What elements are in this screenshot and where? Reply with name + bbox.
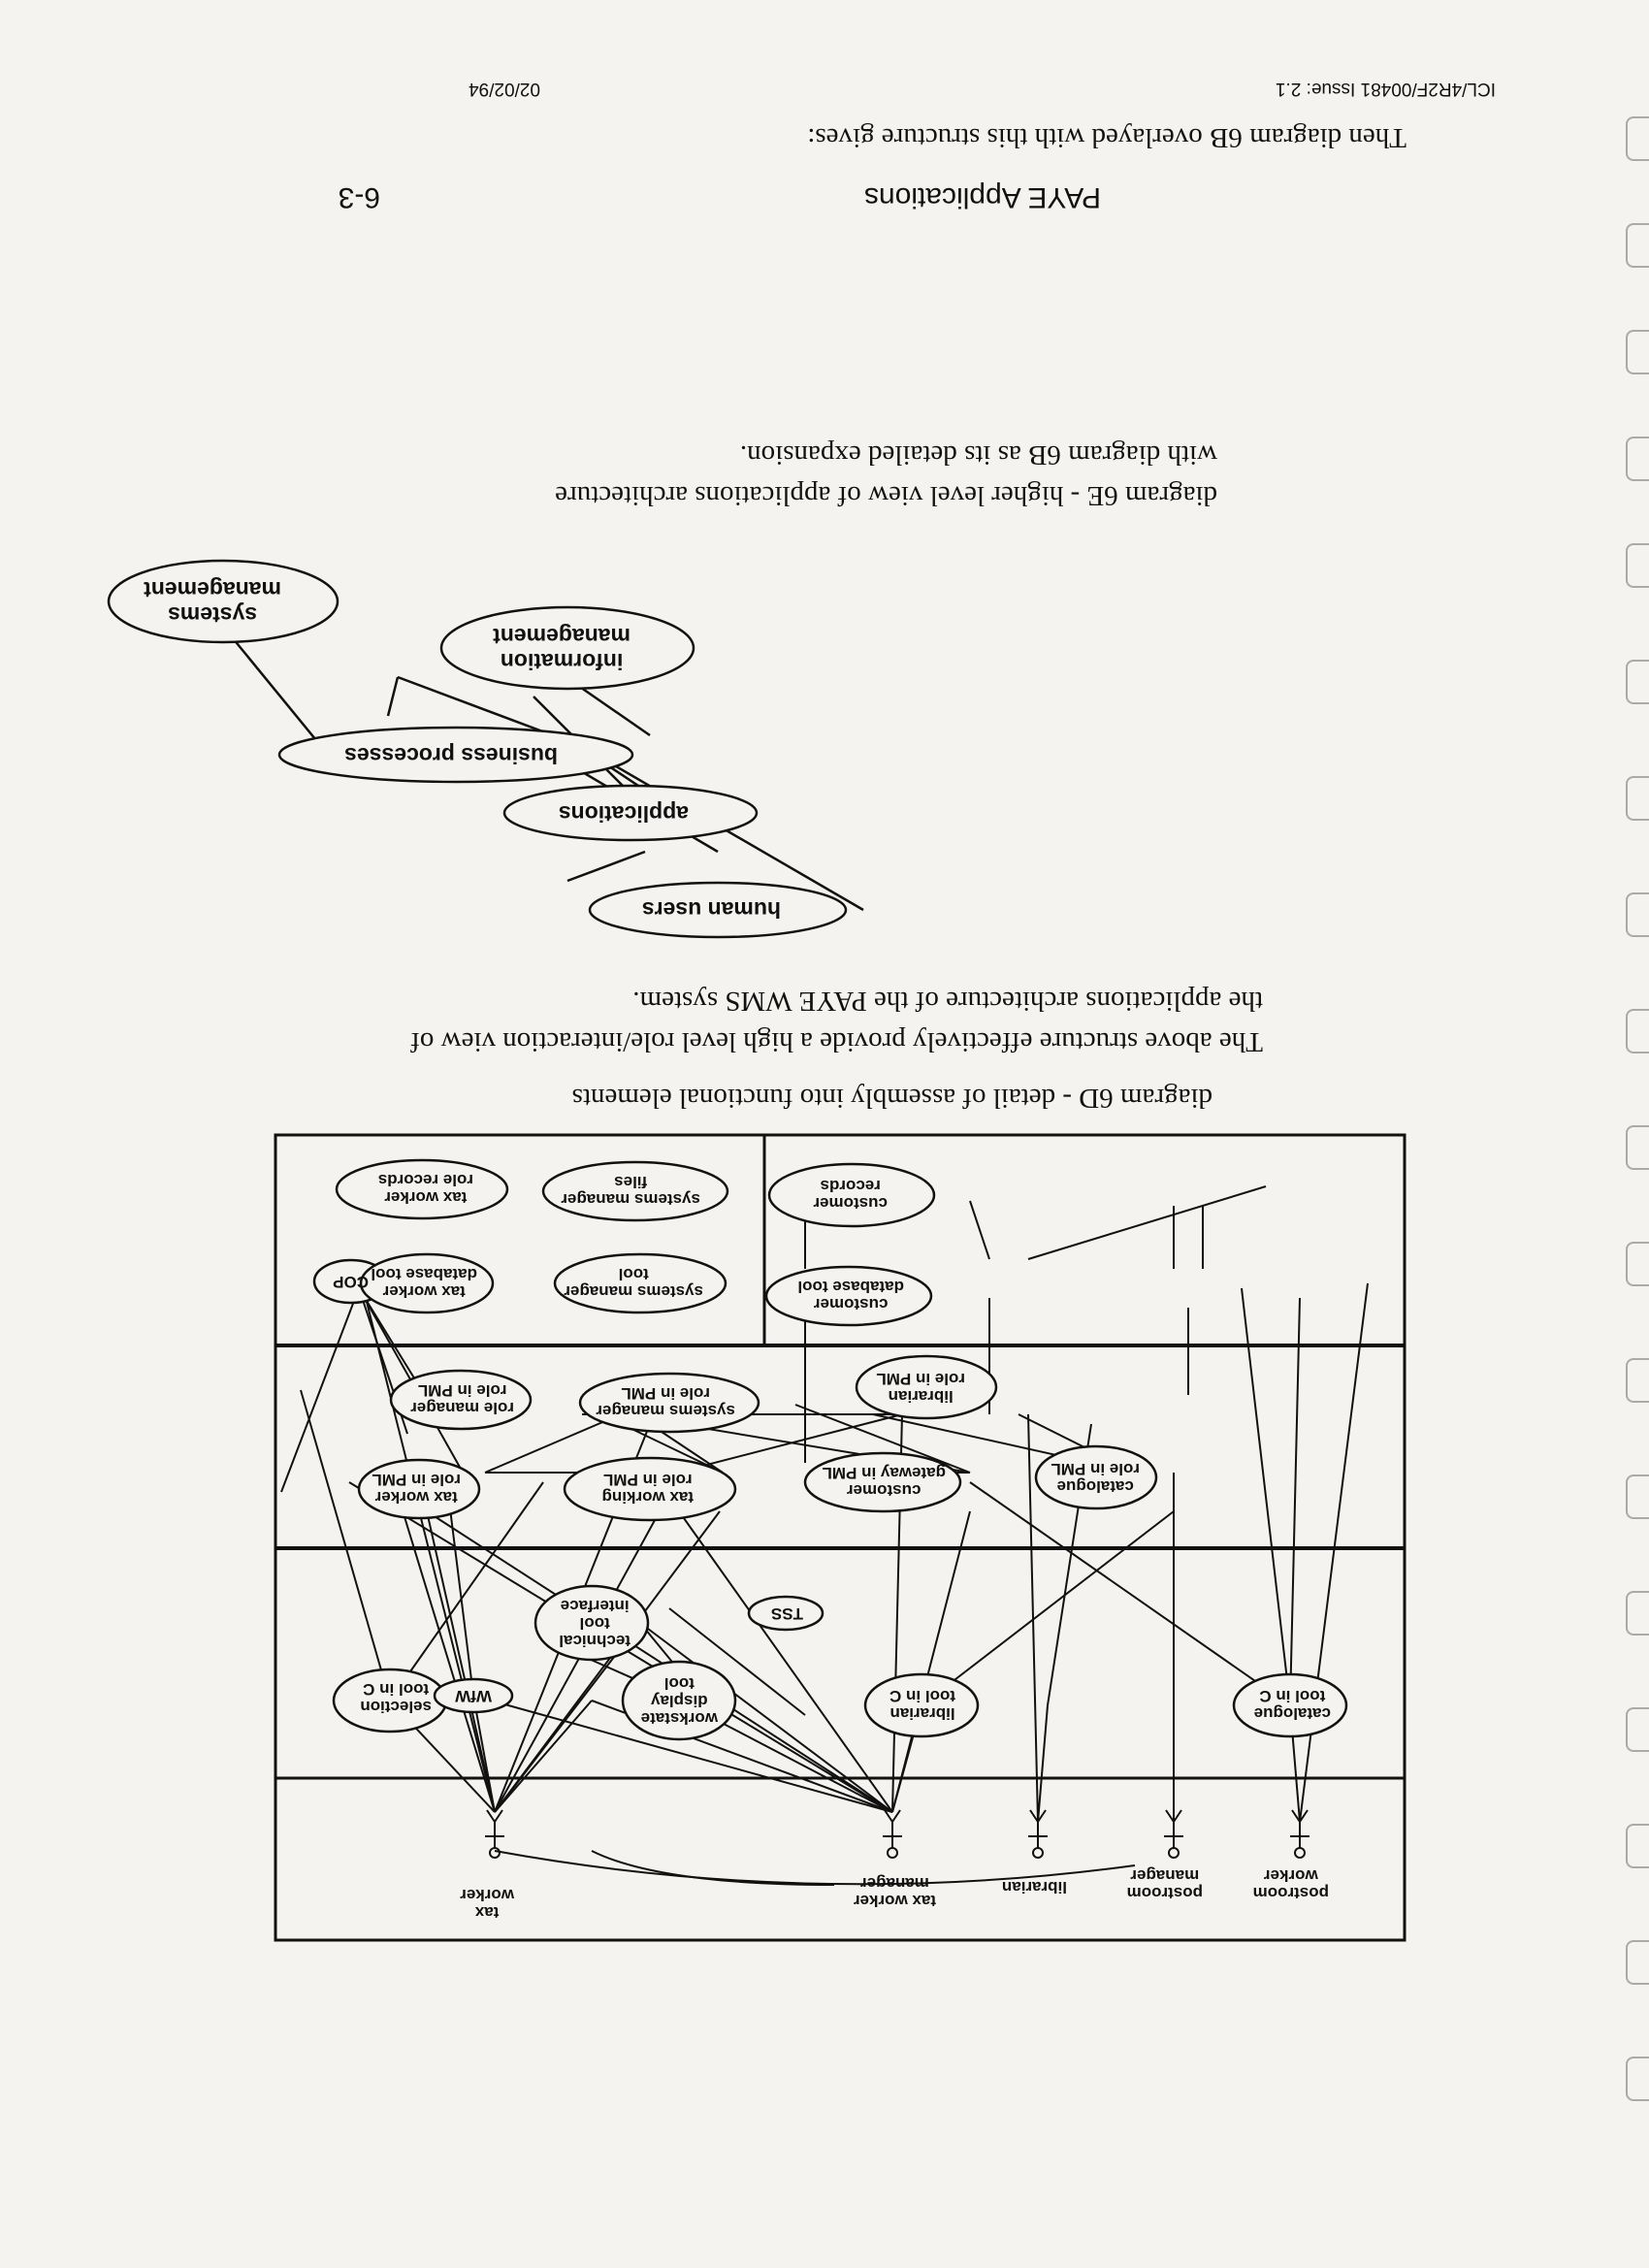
binder-tab bbox=[1626, 543, 1649, 588]
binder-tab bbox=[1626, 1474, 1649, 1519]
body-text-line2: the applications architecture of the PAYE WMS system. bbox=[632, 986, 1263, 1017]
label-systems-manager-role: systems manager role in PML bbox=[596, 1384, 735, 1420]
label-customer-gateway: customer gateway in PML bbox=[822, 1464, 946, 1500]
label-cop: COP bbox=[333, 1273, 369, 1291]
label-tax-worker-db: tax worker database tool bbox=[371, 1265, 477, 1301]
binder-tab bbox=[1626, 660, 1649, 704]
binder-tab bbox=[1626, 1125, 1649, 1170]
label-6e-applications: applications bbox=[558, 801, 689, 826]
page-header-title: PAYE Applications bbox=[863, 181, 1101, 213]
label-systems-manager-files: systems manager files bbox=[561, 1173, 700, 1209]
binder-tab bbox=[1626, 1242, 1649, 1286]
binder-tab bbox=[1626, 1707, 1649, 1752]
actor-label-tax-worker: tax worker bbox=[460, 1886, 514, 1922]
binder-tab bbox=[1626, 2057, 1649, 2101]
binder-tab bbox=[1626, 1940, 1649, 1985]
caption-diagram-6d: diagram 6D - detail of assembly into functional elements bbox=[571, 1083, 1212, 1114]
label-customer-db: customer database tool bbox=[797, 1278, 904, 1313]
binder-tab bbox=[1626, 1358, 1649, 1403]
label-selection-tool: selection tool in C bbox=[360, 1680, 432, 1716]
label-librarian-tool: librarian tool in C bbox=[889, 1687, 955, 1723]
page-number: 6-3 bbox=[338, 181, 380, 213]
label-tss: TSS bbox=[770, 1604, 803, 1623]
binder-tab bbox=[1626, 330, 1649, 374]
label-workstate: workstate display tool bbox=[640, 1674, 718, 1728]
footer-date: 02/02/94 bbox=[469, 79, 540, 99]
binder-tab bbox=[1626, 1824, 1649, 1868]
label-tax-working-role: tax working role in PML bbox=[601, 1471, 694, 1507]
label-wfw: WfW bbox=[455, 1687, 492, 1705]
footer-reference: ICL/4R2F/00481 Issue: 2.1 bbox=[1275, 79, 1496, 99]
actor-label-librarian: librarian bbox=[1001, 1878, 1067, 1896]
label-tax-worker-role: tax worker role in PML bbox=[372, 1471, 461, 1507]
label-6e-business-processes: business processes bbox=[344, 743, 558, 768]
caption-diagram-6e-line1: diagram 6E - higher level view of applications architecture bbox=[555, 480, 1217, 511]
label-6e-human-users: human users bbox=[641, 897, 781, 923]
label-customer-records: customer records bbox=[813, 1177, 888, 1213]
binder-tab bbox=[1626, 1009, 1649, 1053]
label-technical-tool: technical tool interface bbox=[559, 1597, 630, 1650]
binder-tab bbox=[1626, 116, 1649, 161]
label-tax-worker-role-records: tax worker role records bbox=[377, 1171, 473, 1207]
label-librarian-role: librarian role in PML bbox=[876, 1370, 965, 1406]
caption-diagram-6e-line2: with diagram 6B as its detailed expansion. bbox=[739, 439, 1217, 470]
binder-tab bbox=[1626, 1591, 1649, 1636]
label-catalogue-role: catalogue role in PML bbox=[1051, 1460, 1140, 1496]
label-systems-manager-tool: systems manager tool bbox=[564, 1265, 703, 1301]
label-catalogue-tool: catalogue tool in C bbox=[1253, 1687, 1331, 1723]
actor-label-tax-worker-manager: tax worker manager bbox=[853, 1874, 936, 1910]
label-role-manager-role: role manager role in PML bbox=[410, 1381, 514, 1417]
binder-tab bbox=[1626, 223, 1649, 268]
body-text-line1: The above structure effectively provide a high level role/interaction view of bbox=[410, 1026, 1263, 1057]
binder-tab bbox=[1626, 892, 1649, 937]
actor-label-postroom-manager: postroom manager bbox=[1126, 1866, 1203, 1902]
label-6e-information-management: information management bbox=[493, 624, 630, 674]
binder-tab bbox=[1626, 776, 1649, 821]
binder-tab bbox=[1626, 437, 1649, 481]
label-6e-systems-management: systems management bbox=[144, 577, 281, 628]
intro-paragraph: Then diagram 6B overlayed with this structure gives: bbox=[807, 122, 1406, 153]
actor-label-postroom-worker: postroom worker bbox=[1252, 1866, 1329, 1902]
